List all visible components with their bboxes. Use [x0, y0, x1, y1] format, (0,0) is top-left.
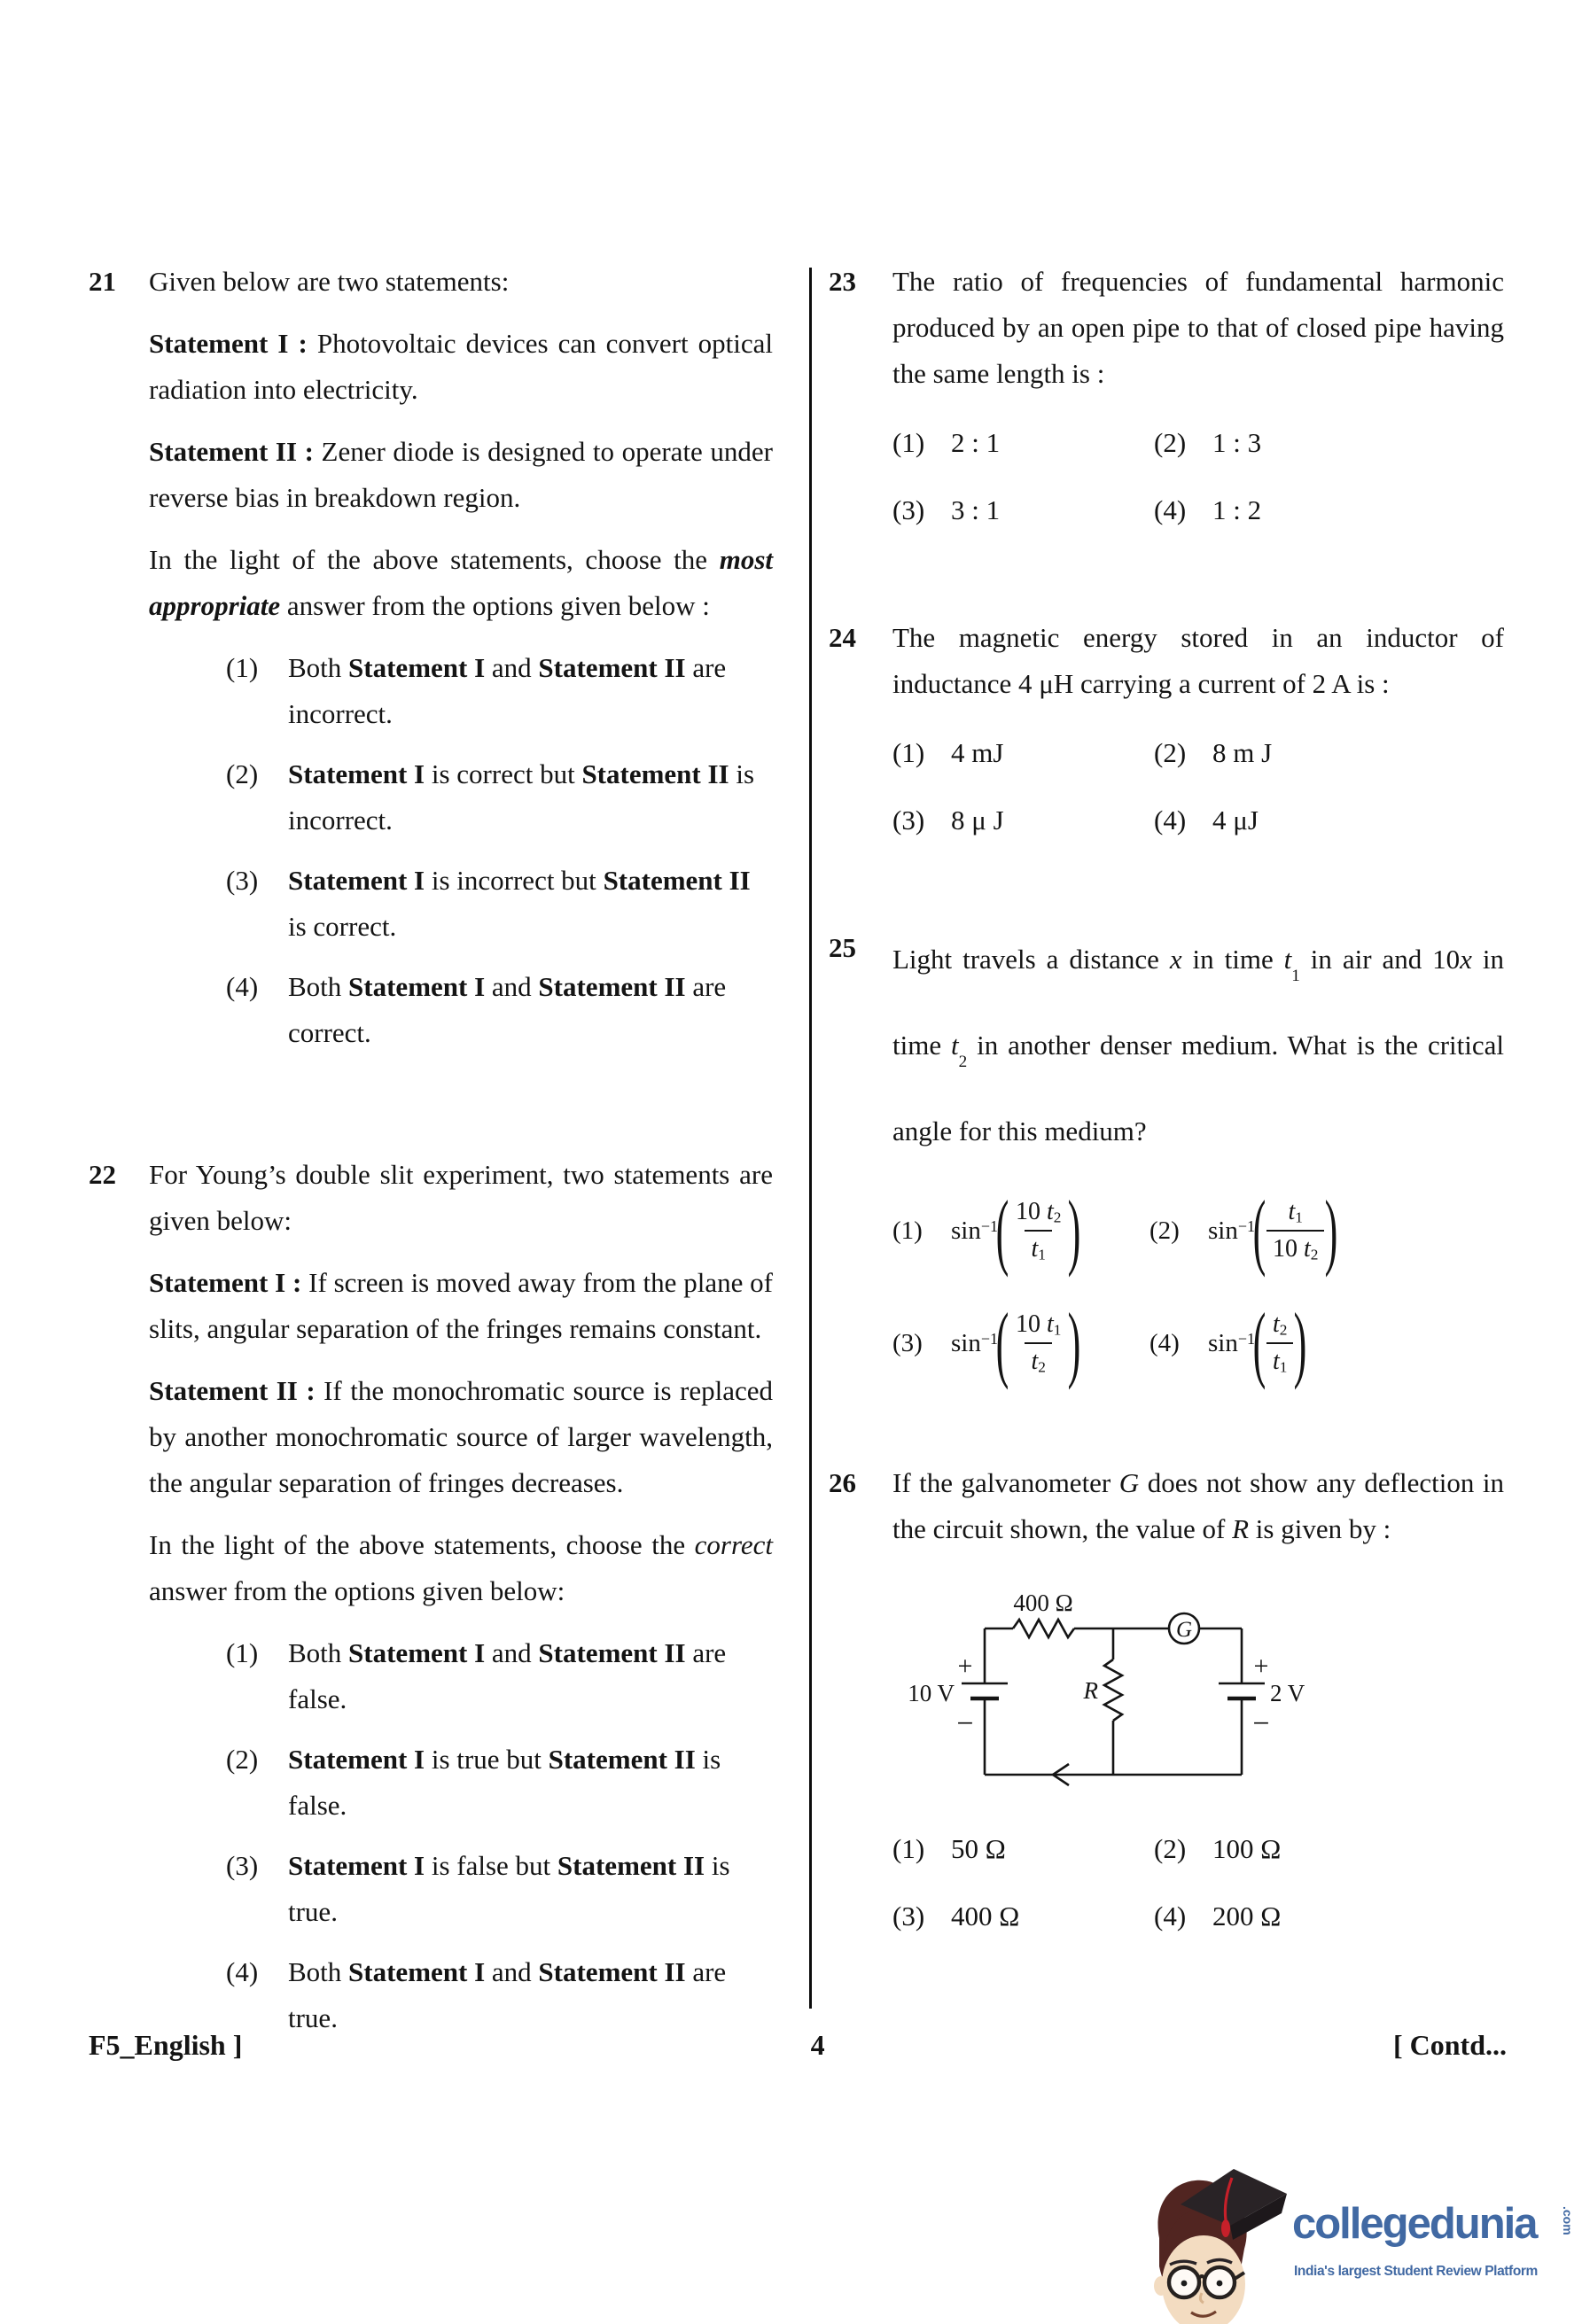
option-value: 50 Ω [951, 1832, 1006, 1864]
option-label: (3) [892, 1900, 925, 1931]
option-value: 2 : 1 [951, 427, 1001, 458]
fraction-denominator: $t_1$ [1025, 1230, 1051, 1265]
question-body [892, 1460, 1504, 1939]
left-paren: ( [995, 1294, 1009, 1390]
question-21 [89, 259, 773, 1070]
option-value: 4 mJ [951, 737, 1004, 768]
option-label: (2) [1154, 1832, 1187, 1864]
question-24 [829, 615, 1504, 843]
question-paragraph: In the light of the above statements, choose the most appropriate answer from the options given below : [149, 544, 773, 621]
logo-svg [1124, 2125, 1582, 2324]
option [149, 1949, 773, 2041]
boy-mascot-icon [1154, 2169, 1287, 2324]
option-label: (4) [226, 1956, 259, 1987]
option-text: Both Statement I and Statement II are false. [288, 1637, 727, 1714]
footer-left: F5_English ] [89, 2029, 243, 2061]
inverse-exponent: −1 [1237, 1216, 1255, 1235]
question-body [892, 925, 1504, 1390]
page-number: 4 [810, 2029, 825, 2061]
collegedunia-logo [1124, 2125, 1582, 2324]
option-text: Statement I is true but Statement II is false. [288, 1744, 721, 1821]
circuit-svg [887, 1584, 1330, 1797]
question-number: 23 [829, 266, 856, 297]
fraction-numerator: 10 $t_2$ [1015, 1197, 1062, 1226]
galvanometer-label: G [1175, 1617, 1193, 1642]
option-text: Statement I is incorrect but Statement II is correct. [288, 865, 751, 942]
left-paren: ( [995, 1183, 1009, 1279]
option [892, 1893, 1154, 1939]
column-right [829, 259, 1504, 2021]
option-text: Both Statement I and Statement II are true. [288, 1956, 727, 2033]
option-label: (1) [892, 1832, 925, 1864]
column-left [89, 259, 773, 2137]
top-resistor-label: 400 Ω [1013, 1589, 1073, 1616]
question-paragraph: In the light of the above statements, choose the correct answer from the options given below: [149, 1529, 773, 1606]
option-value: 400 Ω [951, 1900, 1020, 1931]
option [1154, 420, 1504, 466]
footer-right: [ Contd... [1392, 2029, 1507, 2061]
option [892, 487, 1154, 533]
option [149, 858, 773, 950]
option [892, 1183, 1149, 1279]
option-text: Both Statement I and Statement II are incorrect. [288, 652, 727, 729]
sin-function: $\sin^{-1}$ [951, 1328, 998, 1357]
option-text: Statement I is correct but Statement II is incorrect. [288, 758, 755, 836]
question-paragraph: Light travels a distance x in time $t_1$ in air and 10x in time $t_2$ in another denser medium. What is the critical angle for this medium? [892, 944, 1504, 1147]
option-label: (4) [1154, 494, 1187, 525]
options-grid [892, 730, 1504, 843]
question-body [149, 259, 773, 1070]
option [892, 730, 1154, 776]
right-paren: ) [1325, 1183, 1338, 1279]
option [892, 1826, 1154, 1872]
resistor-zigzag-top [1013, 1620, 1074, 1637]
question-paragraph: Statement I : Photovoltaic devices can convert optical radiation into electricity. [149, 328, 774, 405]
option-value: 1 : 3 [1212, 427, 1262, 458]
option [1154, 797, 1504, 843]
option-value: 8 m J [1212, 737, 1273, 768]
inverse-exponent: −1 [980, 1329, 998, 1348]
option-value: 3 : 1 [951, 494, 1001, 525]
question-number: 24 [829, 622, 856, 653]
option-label: (2) [226, 758, 259, 789]
mid-resistor-label: R [1083, 1676, 1098, 1704]
brand-tagline: India's largest Student Review Platform [1294, 2264, 1538, 2279]
circuit-figure [887, 1584, 1504, 1801]
fraction-denominator: $t_1$ [1266, 1342, 1293, 1378]
math-expression [1208, 1183, 1338, 1279]
option-label: (2) [1154, 737, 1187, 768]
option-label: (3) [226, 1850, 259, 1881]
question-body [149, 1152, 773, 2056]
option [892, 420, 1154, 466]
question-body [892, 615, 1504, 843]
option [149, 751, 773, 843]
option-label: (3) [892, 1328, 923, 1357]
right-battery-plus: + [1253, 1651, 1269, 1681]
fraction-numerator: 10 $t_1$ [1015, 1310, 1062, 1339]
math-expression [951, 1183, 1081, 1279]
question-paragraph: The ratio of frequencies of fundamental harmonic produced by an open pipe to that of closed pipe having the same length is : [892, 266, 1504, 389]
option-label: (1) [226, 652, 259, 683]
option [149, 964, 773, 1056]
question-paragraph: Statement II : Zener diode is designed to operate under reverse bias in breakdown region. [149, 436, 773, 513]
fraction-denominator: $t_2$ [1025, 1342, 1051, 1378]
option [149, 1843, 773, 1935]
option-value: 8 μ J [951, 804, 1004, 836]
option-label: (2) [226, 1744, 259, 1775]
sin-function: $\sin^{-1}$ [1208, 1216, 1255, 1245]
option [1149, 1294, 1504, 1390]
left-battery-minus: − [956, 1706, 974, 1740]
option-value: 4 μJ [1212, 804, 1259, 836]
question-number: 21 [89, 266, 116, 297]
right-paren: ) [1068, 1183, 1081, 1279]
fraction [1009, 1310, 1067, 1378]
right-battery-minus: − [1252, 1706, 1270, 1740]
question-body [892, 259, 1504, 533]
option-label: (4) [1149, 1328, 1180, 1357]
question-paragraph: The magnetic energy stored in an inductor of inductance 4 μH carrying a current of 2 A is : [892, 622, 1504, 699]
option-label: (2) [1149, 1216, 1180, 1245]
inverse-exponent: −1 [980, 1216, 998, 1235]
left-battery-label: 10 V [908, 1679, 955, 1706]
fraction [1266, 1310, 1293, 1378]
question-paragraph: Statement I : If screen is moved away from the plane of slits, angular separation of the fringes remains constant. [149, 1267, 773, 1344]
question-number: 26 [829, 1466, 856, 1498]
option-label: (4) [226, 971, 259, 1002]
brand-tld: .com [1561, 2206, 1575, 2235]
options-grid [892, 1183, 1504, 1390]
question-26 [829, 1460, 1504, 1939]
fraction [1266, 1197, 1324, 1265]
option [1154, 1826, 1504, 1872]
sin-function: $\sin^{-1}$ [951, 1216, 998, 1245]
option-label: (1) [226, 1637, 259, 1668]
option [149, 1737, 773, 1829]
option [892, 1294, 1149, 1390]
option [1149, 1183, 1504, 1279]
right-paren: ) [1068, 1294, 1081, 1390]
options-grid [892, 1826, 1504, 1939]
fraction-numerator: $t_2$ [1272, 1310, 1288, 1339]
option-value: 100 Ω [1212, 1832, 1282, 1864]
option-label: (1) [892, 427, 925, 458]
option [892, 797, 1154, 843]
left-paren: ( [1252, 1183, 1266, 1279]
sin-function: $\sin^{-1}$ [1208, 1328, 1255, 1357]
question-22 [89, 1152, 773, 2056]
option-label: (1) [892, 1216, 923, 1245]
option-value: 1 : 2 [1212, 494, 1262, 525]
option-label: (3) [226, 865, 259, 896]
resistor-zigzag-mid [1104, 1659, 1122, 1721]
option-label: (3) [892, 804, 925, 836]
page-footer [89, 2029, 1507, 2062]
question-number: 25 [829, 932, 856, 963]
option [1154, 1893, 1504, 1939]
option-value: 200 Ω [1212, 1900, 1282, 1931]
column-divider [809, 268, 812, 2009]
fraction-denominator: 10 $t_2$ [1266, 1230, 1324, 1265]
right-paren: ) [1294, 1294, 1307, 1390]
question-number: 22 [89, 1159, 116, 1190]
fraction-numerator: $t_1$ [1288, 1197, 1303, 1226]
option-label: (4) [1154, 1900, 1187, 1931]
math-expression [1208, 1294, 1307, 1390]
option-text: Both Statement I and Statement II are correct. [288, 971, 727, 1048]
left-battery-plus: + [957, 1651, 973, 1681]
option [149, 1630, 773, 1722]
option-text: Statement I is false but Statement II is true. [288, 1850, 730, 1927]
option [149, 645, 773, 737]
inverse-exponent: −1 [1237, 1329, 1255, 1348]
brand-text: collegedunia [1292, 2200, 1537, 2248]
left-paren: ( [1252, 1294, 1266, 1390]
question-25 [829, 925, 1504, 1390]
question-paragraph: Given below are two statements: [149, 266, 510, 297]
question-paragraph: For Young’s double slit experiment, two statements are given below: [149, 1159, 773, 1236]
fraction [1009, 1197, 1067, 1265]
option-label: (2) [1154, 427, 1187, 458]
option-label: (1) [892, 737, 925, 768]
question-paragraph: Statement II : If the monochromatic source is replaced by another monochromatic source of larger wavelength, the angular separation of fringes decreases. [149, 1375, 773, 1498]
question-paragraph: If the galvanometer G does not show any deflection in the circuit shown, the value of R is given by : [892, 1466, 1504, 1544]
options-grid [892, 420, 1504, 533]
right-battery-label: 2 V [1270, 1679, 1305, 1706]
option [1154, 487, 1504, 533]
question-23 [829, 259, 1504, 533]
option-label: (4) [1154, 804, 1187, 836]
option [1154, 730, 1504, 776]
math-expression [951, 1294, 1081, 1390]
option-label: (3) [892, 494, 925, 525]
